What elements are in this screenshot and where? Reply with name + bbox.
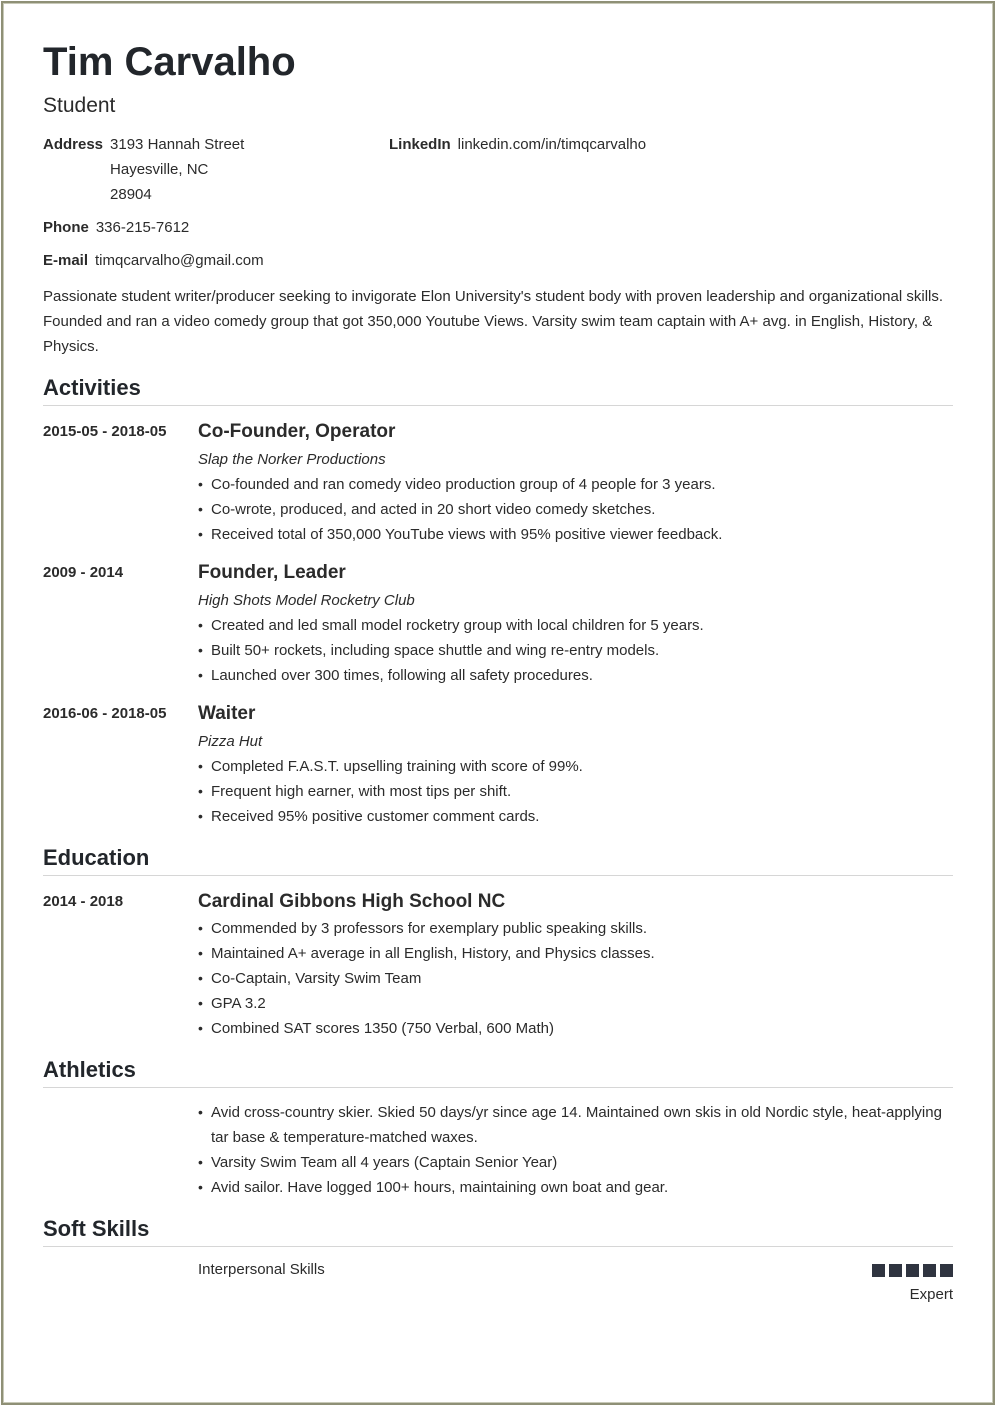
entry-title: Waiter [198,703,256,724]
section-title-athletics: Athletics [43,1055,953,1088]
skill-level-label: Expert [909,1286,953,1303]
entry-title: Cardinal Gibbons High School NC [198,891,506,912]
contact-info [43,132,953,282]
bullet-item: • Maintained A+ average in all English, History, and Physics classes. [198,941,953,966]
bullet-item: • GPA 3.2 [198,991,953,1016]
address-label: Address [43,136,104,153]
bullet-item: • Varsity Swim Team all 4 years (Captain Senior Year) [198,1150,953,1175]
skill-name: Interpersonal Skills [198,1261,325,1278]
address-line: Hayesville, NC [110,161,209,178]
linkedin-block [389,132,646,157]
entry-date: 2014 - 2018 [43,893,124,910]
rating-square [872,1264,885,1277]
summary: Passionate student writer/producer seeking to invigorate Elon University's student body with proven leadership and organizational skills. Founded and ran a video comedy group that got 350,000 Youtube Views. Varsity swim team captain with A+ avg. in English, History, & Physics. [43,288,944,355]
phone-block [43,215,189,240]
email-block [43,248,264,273]
bullet-item: • Received total of 350,000 YouTube views with 95% positive viewer feedback. [198,522,953,547]
email-link[interactable]: timqcarvalho@gmail.com [95,252,264,269]
bullet-item: • Commended by 3 professors for exemplary public speaking skills. [198,916,953,941]
activity-entry [43,559,953,688]
bullet-item: • Completed F.A.S.T. upselling training with score of 99%. [198,754,953,779]
entry-bullets [198,916,953,1041]
entry-date: 2016-06 - 2018-05 [43,705,167,722]
linkedin-label: LinkedIn [389,136,451,153]
bullet-item: • Co-wrote, produced, and acted in 20 short video comedy sketches. [198,497,953,522]
bullet-item: • Created and led small model rocketry group with local children for 5 years. [198,613,953,638]
address-line: 28904 [110,186,152,203]
address-line: 3193 Hannah Street [110,136,245,153]
rating-square [906,1264,919,1277]
entry-bullets [198,613,953,688]
skill-rating [872,1264,953,1277]
address-block [43,132,244,207]
entry-title: Founder, Leader [198,562,346,583]
bullet-item: • Avid sailor. Have logged 100+ hours, maintaining own boat and gear. [198,1175,953,1200]
bullet-item: • Built 50+ rockets, including space shuttle and wing re-entry models. [198,638,953,663]
entry-date: 2015-05 - 2018-05 [43,423,167,440]
activity-entry [43,700,953,829]
entry-date: 2009 - 2014 [43,564,124,581]
entry-organization: Pizza Hut [198,733,263,750]
bullet-item: • Launched over 300 times, following all safety procedures. [198,663,953,688]
phone-value: 336-215-7612 [95,219,190,236]
section-title-education: Education [43,843,953,876]
bullet-item: • Combined SAT scores 1350 (750 Verbal, 600 Math) [198,1016,953,1041]
activity-entry [43,418,953,547]
rating-square [889,1264,902,1277]
email-label: E-mail [43,252,89,269]
bullet-item: • Received 95% positive customer comment cards. [198,804,953,829]
section-title-soft-skills: Soft Skills [43,1214,953,1247]
candidate-name: Tim Carvalho [43,40,296,84]
resume [43,38,953,1307]
skill-item [43,1257,953,1307]
bullet-item: • Avid cross-country skier. Skied 50 days/yr since age 14. Maintained own skis in old Nordic style, heat-applying tar base & temperature-matched waxes. [198,1100,953,1150]
entry-bullets [198,472,953,547]
bullet-item: • Frequent high earner, with most tips per shift. [198,779,953,804]
entry-title: Co-Founder, Operator [198,421,396,442]
candidate-role: Student [43,94,116,117]
entry-bullets [198,754,953,829]
education-entry [43,888,953,1041]
bullet-item: • Co-Captain, Varsity Swim Team [198,966,953,991]
phone-label: Phone [43,219,89,236]
athletics-entry [43,1100,953,1200]
linkedin-link[interactable]: linkedin.com/in/timqcarvalho [457,136,647,153]
entry-organization: High Shots Model Rocketry Club [198,592,415,609]
rating-square [940,1264,953,1277]
entry-bullets [198,1100,953,1200]
bullet-item: • Co-founded and ran comedy video production group of 4 people for 3 years. [198,472,953,497]
section-title-activities: Activities [43,373,953,406]
entry-organization: Slap the Norker Productions [198,451,386,468]
rating-square [923,1264,936,1277]
